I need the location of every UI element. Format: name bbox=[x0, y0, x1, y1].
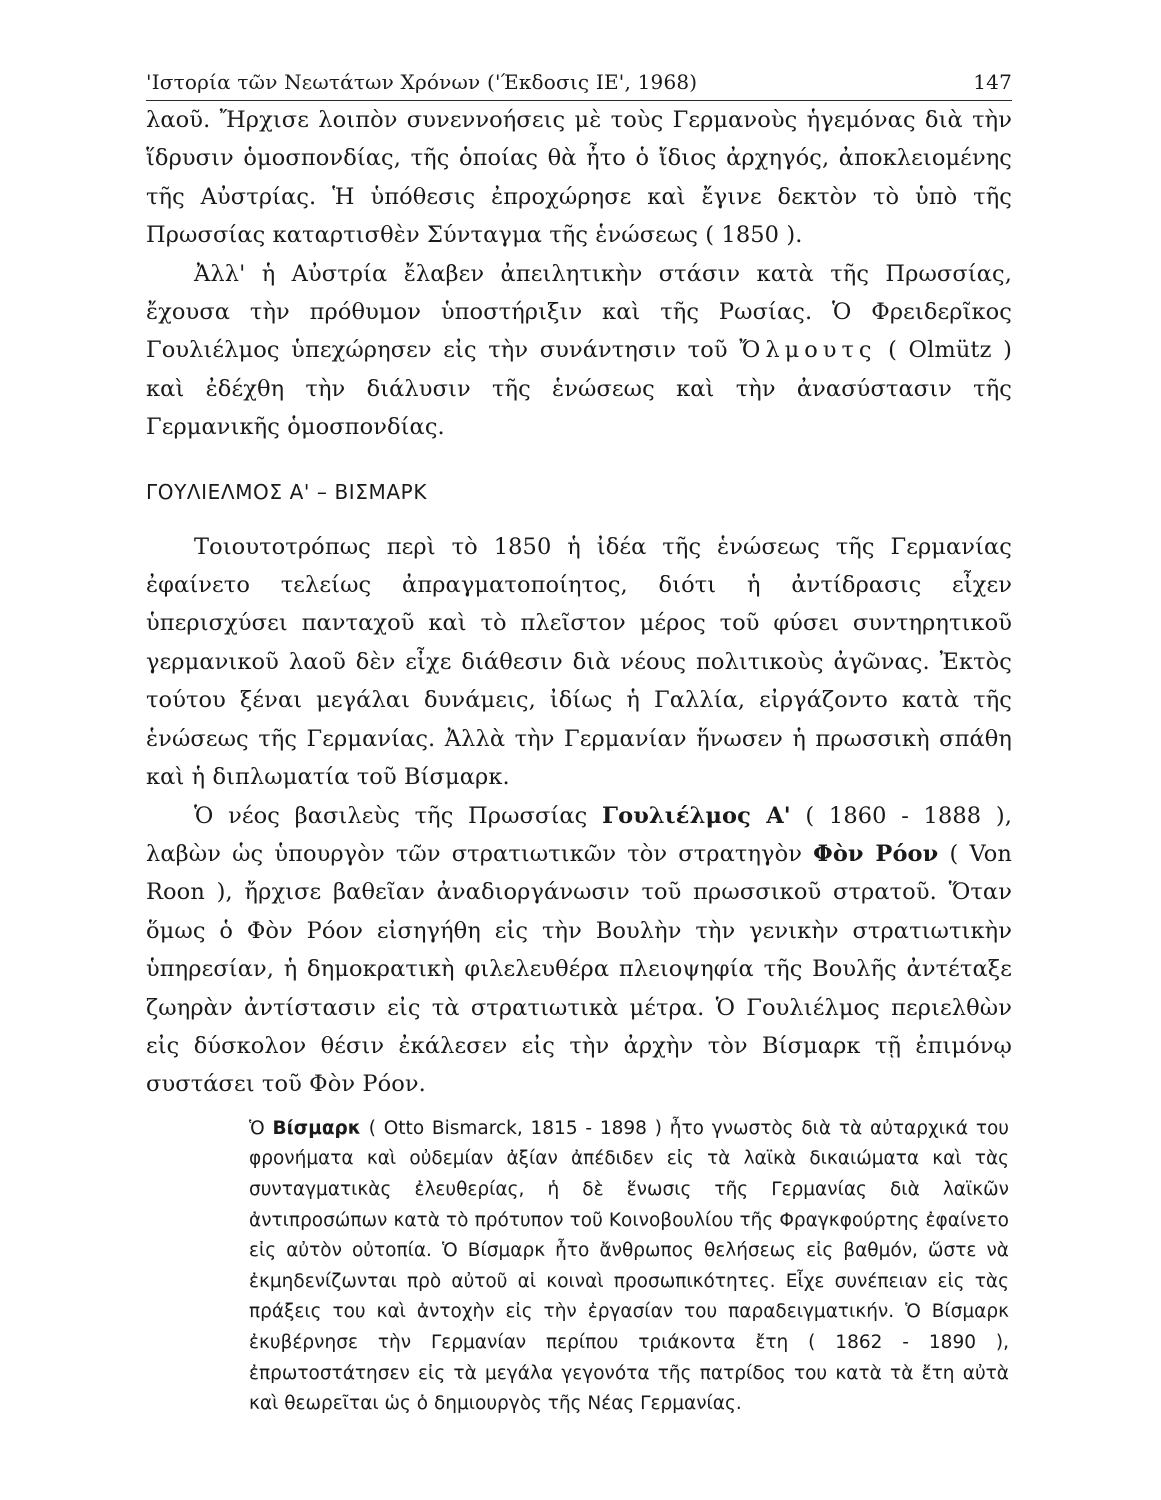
paragraph-2-part1: Ἀλλ' ἡ Αὐστρία ἔλαβεν ἀπειλητικὴν στάσιν κατὰ τῆς Πρωσσίας, ἔχουσα τὴν πρόθυμον ὑποστήριξιν καὶ τῆς Ρωσίας. Ὁ Φρειδερῖκος Γουλιέλμος ὑπεχώρησεν εἰς τὴν συνάντησιν τοῦ bbox=[146, 260, 1012, 364]
note-paragraph bbox=[249, 1114, 1009, 1420]
paragraph-1: λαοῦ. Ἤρχισε λοιπὸν συνεννοήσεις μὲ τοὺς Γερμανοὺς ἡγεμόνας διὰ τὴν ἵδρυσιν ὁμοσπονδίας, τῆς ὁποίας θὰ ἦτο ὁ ἴδιος ἀρχηγός, ἀποκλειομένης τῆς Αὐστρίας. Ἡ ὑπόθεσις ἐπροχώρησε καὶ ἔγινε δεκτὸν τὸ ὑπὸ τῆς Πρωσσίας καταρτισθὲν Σύνταγμα τῆς ἑνώσεως ( 1850 ). bbox=[146, 107, 1012, 249]
section-heading: ΓΟΥΛΙΕΛΜΟΣ Α' – ΒΙΣΜΑΡΚ bbox=[146, 479, 428, 504]
note-text: ( Otto Bismarck, 1815 - 1898 ) ἦτο γνωστὸς διὰ τὰ αὐταρχικά του φρονήματα καὶ οὐδεμίαν ἀξίαν ἀπέδιδεν εἰς τὰ λαϊκὰ δικαιώματα καὶ τὰς συνταγματικὰς ἐλευθερίας, ἡ δὲ ἕνωσις τῆς Γερμανίας διὰ λαϊκῶν ἀντιπροσώπων κατὰ τὸ πρότυπον τοῦ Κοινοβουλίου τῆς Φραγκφούρτης ἐφαίνετο εἰς αὐτὸν οὐτοπία. Ὁ Βίσμαρκ ἦτο ἄνθρωπος θελήσεως εἰς βαθμόν, ὥστε νὰ ἐκμηδενίζωνται πρὸ αὐτοῦ αἱ κοιναὶ προσωπικότητες. Εἶχε συνέπειαν εἰς τὰς πράξεις του καὶ ἀντοχὴν εἰς τὴν ἐργασίαν του παραδειγματικήν. Ὁ Βίσμαρκ ἐκυβέρνησε τὴν Γερμανίαν περίπου τριάκοντα ἔτη ( 1862 - 1890 ), ἐπρωτοστάτησεν εἰς τὰ μεγάλα γεγονότα τῆς πατρίδος του κατὰ τὰ ἔτη αὐτὰ καὶ θεωρεῖται ὡς ὁ δημιουργὸς τῆς Νέας Γερμανίας. bbox=[249, 1117, 1009, 1415]
footnote-box bbox=[249, 1114, 1009, 1420]
page-number: 147 bbox=[973, 70, 1012, 94]
main-text bbox=[146, 101, 1012, 447]
running-header bbox=[146, 66, 1012, 101]
paragraph-4 bbox=[146, 797, 1012, 1104]
paragraph-2 bbox=[146, 255, 1012, 447]
paragraph-2-part2: ( Olmütz ) καὶ ἐδέχθη τὴν διάλυσιν τῆς ἑνώσεως καὶ τὴν ἀνασύστασιν τῆς Γερμανικῆς ὁμοσπονδίας. bbox=[146, 337, 1012, 441]
main-text-2 bbox=[146, 528, 1012, 1104]
paragraph-4-part3: ( Von Roon ), ἤρχισε βαθεῖαν ἀναδιοργάνωσιν τοῦ πρωσσικοῦ στρατοῦ. Ὅταν ὅμως ὁ Φὸν Ρόον εἰσηγήθη εἰς τὴν Βουλὴν τὴν γενικὴν στρατιωτικὴν ὑπηρεσίαν, ἡ δημοκρατικὴ φιλελευθέρα πλειοψηφία τῆς Βουλῆς ἀντέταξε ζωηρὰν ἀντίστασιν εἰς τὰ στρατιωτικὰ μέτρα. Ὁ Γουλιέλμος περιελθὼν εἰς δύσκολον θέσιν ἐκάλεσεν εἰς τὴν ἀρχὴν τὸν Βίσμαρκ τῇ ἐπιμόνῳ συστάσει τοῦ Φὸν Ρόον. bbox=[146, 840, 1012, 1098]
note-bold-name: Βίσμαρκ bbox=[272, 1117, 361, 1139]
bold-name-wilhelm: Γουλιέλμος Α' bbox=[602, 802, 791, 829]
paragraph-4-part2: ( 1860 - 1888 ), λαβὼν ὡς ὑπουργὸν τῶν στρατιωτικῶν τὸν στρατηγὸν bbox=[146, 802, 1012, 867]
book-page bbox=[146, 66, 1012, 1420]
paragraph-4-part1: Ὁ νέος βασιλεὺς τῆς Πρωσσίας bbox=[194, 802, 588, 829]
note-lead: Ὁ bbox=[249, 1117, 265, 1139]
place-name-olmutz: Ὄλμουτς bbox=[739, 337, 877, 364]
paragraph-3: Τοιουτοτρόπως περὶ τὸ 1850 ἡ ἰδέα τῆς ἑνώσεως τῆς Γερμανίας ἐφαίνετο τελείως ἀπραγματοποίητος, διότι ἡ ἀντίδρασις εἶχεν ὑπερισχύσει πανταχοῦ καὶ τὸ πλεῖστον μέρος τοῦ φύσει συντηρητικοῦ γερμανικοῦ λαοῦ δὲν εἶχε διάθεσιν διὰ νέους πολιτικοὺς ἀγῶνας. Ἐκτὸς τούτου ξέναι μεγάλαι δυνάμεις, ἰδίως ἡ Γαλλία, εἰργάζοντο κατὰ τῆς ἑνώσεως τῆς Γερμανίας. Ἀλλὰ τὴν Γερμανίαν ἥνωσεν ἡ πρωσσικὴ σπάθη καὶ ἡ διπλωματία τοῦ Βίσμαρκ. bbox=[146, 533, 1012, 791]
header-title: 'Ιστορία τῶν Νεωτάτων Χρόνων ('Έκδοσις ΙΕ', 1968) bbox=[146, 70, 698, 94]
bold-name-von-roon: Φὸν Ρόον bbox=[813, 840, 939, 867]
